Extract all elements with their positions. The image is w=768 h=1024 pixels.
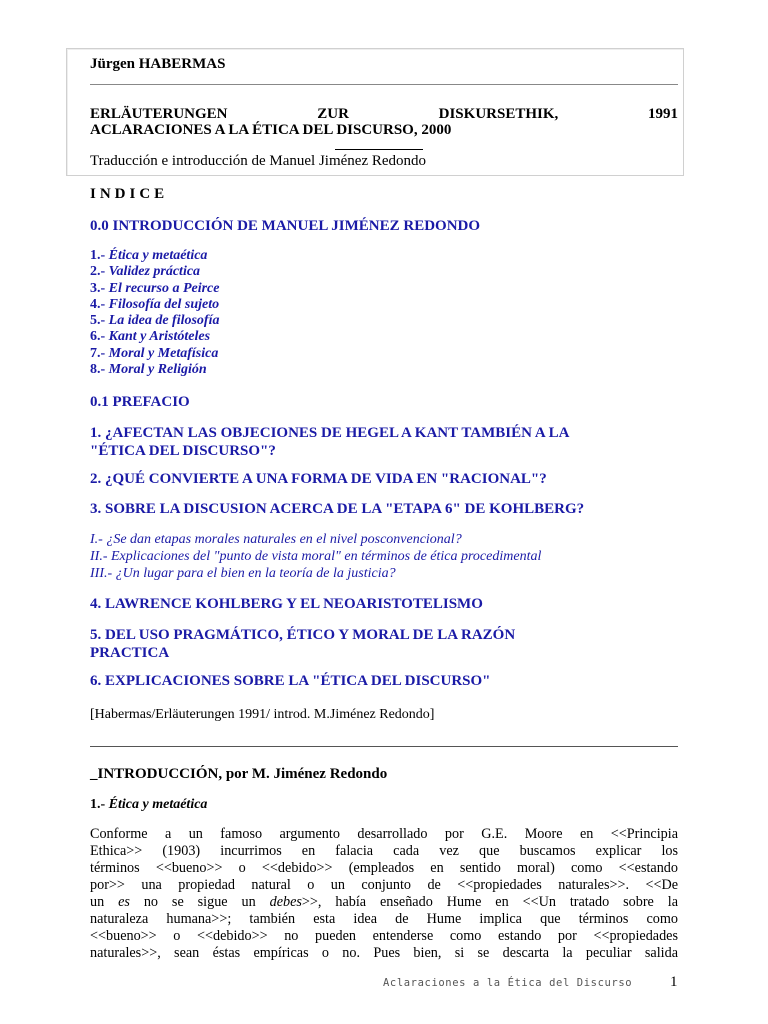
index-link-intro[interactable]: 0.0 INTRODUCCIÓN DE MANUEL JIMÉNEZ REDONDO (90, 218, 481, 234)
subitem-link[interactable]: 6.- Kant y Aristóteles (90, 329, 211, 345)
index-link-section-4[interactable]: 4. LAWRENCE KOHLBERG Y EL NEOARISTOTELISMO (90, 596, 483, 612)
roman-subitem-link[interactable]: III.- ¿Un lugar para el bien en la teoría de la justicia? (90, 566, 396, 581)
title-german-year: 1991 (647, 106, 678, 122)
intro-title: _INTRODUCCIÓN, por M. Jiménez Redondo (90, 766, 388, 782)
title-short-rule (335, 149, 423, 150)
title-german-word-3: DISKURSETHIK, (438, 106, 559, 122)
author-name: Jürgen HABERMAS (90, 56, 226, 72)
index-link-prefacio[interactable]: 0.1 PREFACIO (90, 394, 190, 410)
intro-paragraph: Conforme a un famoso argumento desarrollado por G.E. Moore en <<Principia Ethica>> (1903) incurrimos en falacia cada vez que buscamos explicar los términos <<bueno>> o <<debido>> (empleados en sentido moral) como <<estando por>> una propiedad natural o un conjunto de <<propiedades naturales>>. <<De un es no se sigue un debes>>, había enseñado Hume en <<Un tratado sobre la naturaleza humana>>; también esta idea de Hume implica que términos como <<bueno>> o <<debido>> no pueden entenderse como estando por <<propiedades naturales>>, sean éstas empíricas o no. Pues bien, si se descarta la peculiar salida (90, 826, 678, 961)
title-german (90, 106, 678, 123)
index-link-section-1[interactable]: 1. ¿AFECTAN LAS OBJECIONES DE HEGEL A KANT TAMBIÉN A LA "ÉTICA DEL DISCURSO"? (90, 425, 570, 459)
index-link-section-6[interactable]: 6. EXPLICACIONES SOBRE LA "ÉTICA DEL DISCURSO" (90, 673, 491, 689)
index-link-section-2[interactable]: 2. ¿QUÉ CONVIERTE A UNA FORMA DE VIDA EN "RACIONAL"? (90, 471, 547, 487)
subitem-link[interactable]: 1.- Ética y metaética (90, 248, 208, 263)
index-heading: INDICE (90, 186, 169, 202)
header-divider (90, 84, 678, 85)
title-german-word-2: ZUR (317, 106, 349, 122)
title-german-word-1: ERLÄUTERUNGEN (90, 106, 228, 122)
subitem-link[interactable]: 7.- Moral y Metafísica (90, 345, 219, 361)
translation-credit: Traducción e introducción de Manuel Jiménez Redondo (90, 153, 427, 169)
intro-subitem-list (90, 248, 220, 378)
subitem-link[interactable]: 2.- Validez práctica (90, 264, 201, 280)
index-link-section-5[interactable]: 5. DEL USO PRAGMÁTICO, ÉTICO Y MORAL DE LA RAZÓN PRACTICA (90, 627, 516, 661)
page-number: 1 (670, 974, 678, 990)
subitem-link[interactable]: 5.- La idea de filosofía (90, 313, 220, 329)
roman-subitem-link[interactable]: II.- Explicaciones del "punto de vista moral" en términos de ética procedimental (90, 549, 542, 564)
title-spanish: ACLARACIONES A LA ÉTICA DEL DISCURSO, 2000 (90, 122, 452, 138)
subitem-link[interactable]: 3.- El recurso a Peirce (90, 280, 220, 296)
intro-subheading: 1.- Ética y metaética (90, 797, 208, 812)
index-link-section-3[interactable]: 3. SOBRE LA DISCUSION ACERCA DE LA "ETAPA 6" DE KOHLBERG? (90, 501, 585, 517)
section-3-subitems (90, 531, 541, 582)
citation: [Habermas/Erläuterungen 1991/ introd. M.Jiménez Redondo] (90, 707, 435, 722)
subitem-link[interactable]: 4.- Filosofía del sujeto (90, 296, 220, 312)
section-divider (90, 746, 678, 747)
running-footer: Aclaraciones a la Ética del Discurso (383, 977, 633, 989)
subitem-link[interactable]: 8.- Moral y Religión (90, 362, 207, 378)
roman-subitem-link[interactable]: I.- ¿Se dan etapas morales naturales en el nivel posconvencional? (90, 532, 462, 547)
